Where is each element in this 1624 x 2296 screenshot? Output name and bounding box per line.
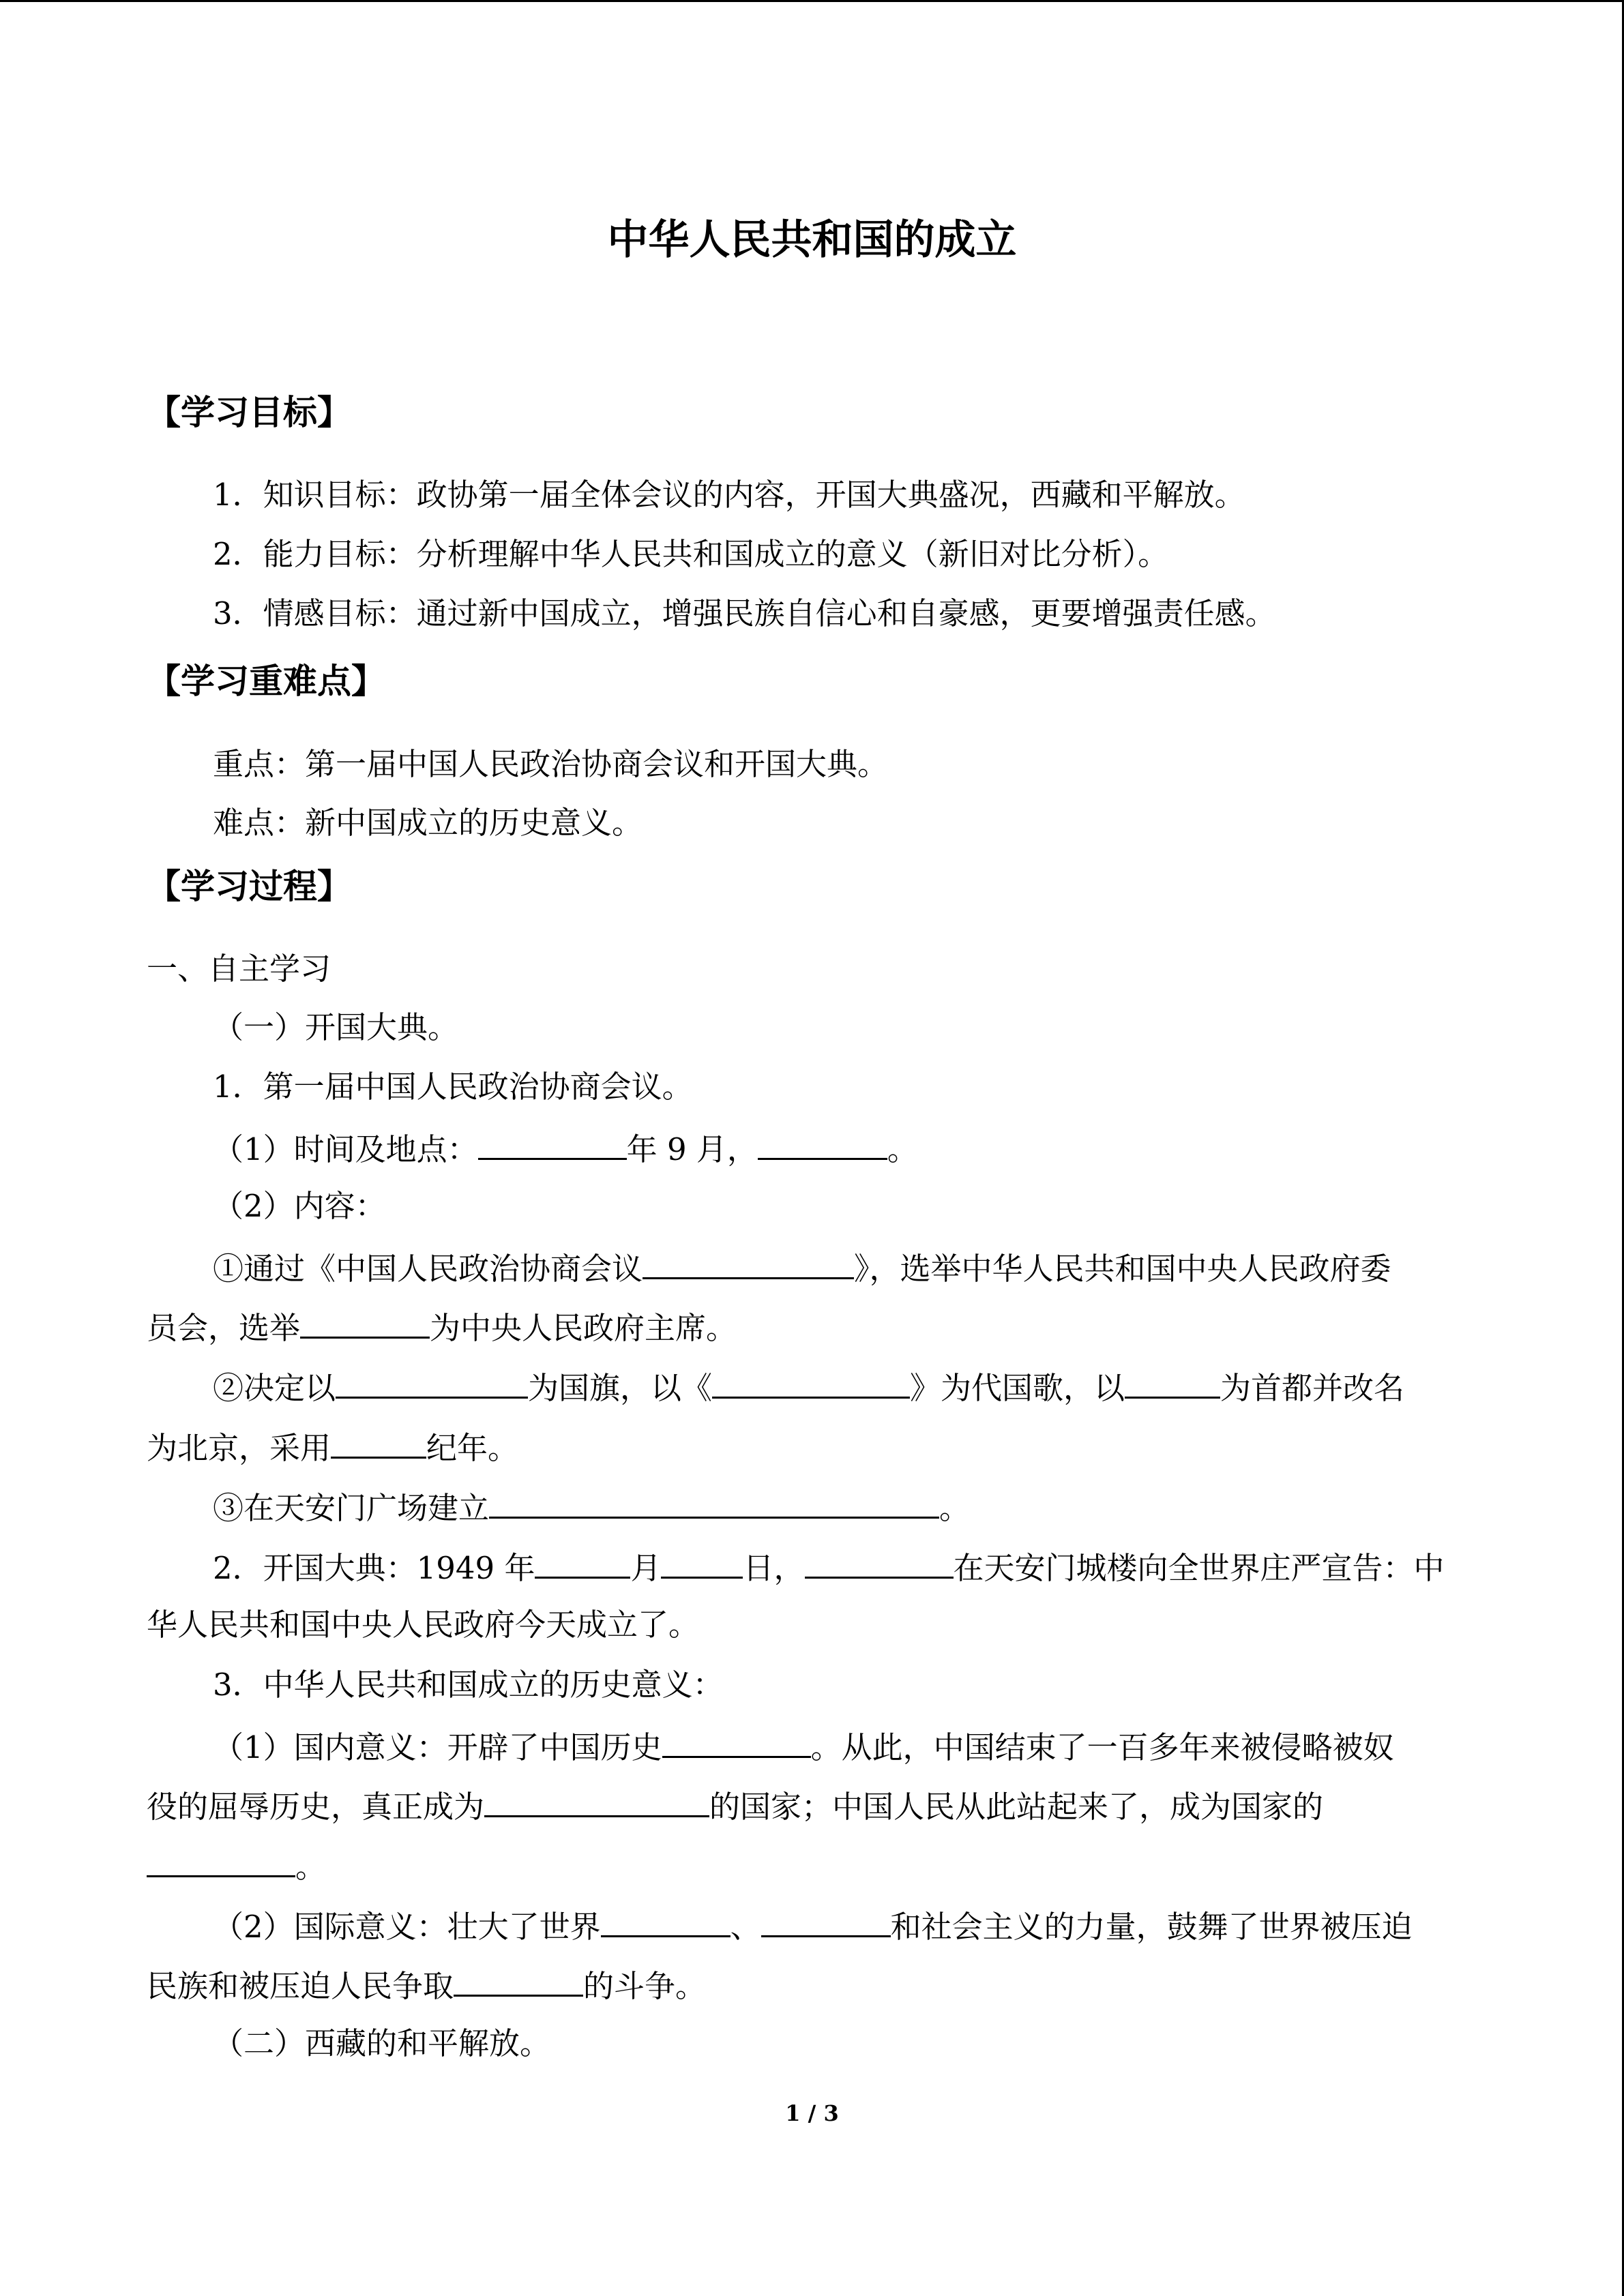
fill-blank[interactable] (758, 1125, 887, 1160)
text-span: 的斗争。 (583, 1968, 707, 2004)
key-points-heading: 【学习重难点】 (147, 661, 385, 701)
text-span: 为国旗，以《 (528, 1370, 713, 1406)
text-span: 和社会主义的力量，鼓舞了世界被压迫 (890, 1909, 1413, 1945)
sub-heading: （二）西藏的和平解放。 (213, 2025, 551, 2061)
fill-blank[interactable] (336, 1364, 528, 1399)
question-line: 华人民共和国中央人民政府今天成立了。 (147, 1607, 700, 1643)
text-span: 为北京，采用 (147, 1430, 331, 1466)
text-span: 民族和被压迫人民争取 (147, 1968, 454, 2004)
question-line (213, 1125, 1543, 1172)
text-span: 月 (630, 1550, 662, 1586)
text-span: 》，选举中华人民共和国中央人民政府委 (854, 1251, 1391, 1287)
fill-blank[interactable] (661, 1544, 743, 1579)
text-span: 、 (730, 1909, 761, 1945)
goal-item: 1．知识目标：政协第一届全体会议的内容，开国大典盛况，西藏和平解放。 (213, 477, 1245, 513)
text-span: 的国家；中国人民从此站起来了，成为国家的 (709, 1789, 1324, 1825)
question-line: （2）内容： (213, 1188, 386, 1224)
question-line (147, 1962, 1477, 2008)
text-span: 为中央人民政府主席。 (430, 1310, 737, 1346)
goal-item: 3．情感目标：通过新中国成立，增强民族自信心和自豪感，更要增强责任感。 (213, 595, 1276, 631)
fill-blank[interactable] (1125, 1364, 1220, 1399)
fill-blank[interactable] (331, 1424, 426, 1459)
text-span: 役的屈辱历史，真正成为 (147, 1789, 485, 1825)
text-span: 在天安门城楼向全世界庄严宣告：中 (953, 1550, 1445, 1586)
question-line (213, 1364, 1543, 1410)
text-span: 2．开国大典：1949 年 (213, 1550, 535, 1586)
text-span: 》为代国歌，以 (910, 1370, 1125, 1406)
page-border-top (0, 0, 1624, 2)
question-line (213, 1484, 1543, 1530)
fill-blank[interactable] (535, 1544, 630, 1579)
fill-blank[interactable] (761, 1903, 891, 1937)
question-line (147, 1843, 1477, 1889)
text-span: 。 (939, 1490, 971, 1526)
text-span: ②决定以 (213, 1370, 336, 1406)
item-line: 3．中华人民共和国成立的历史意义： (213, 1667, 724, 1703)
process-heading: 【学习过程】 (147, 867, 351, 906)
fill-blank[interactable] (300, 1304, 430, 1339)
text-span: ①通过《中国人民政治协商会议 (213, 1251, 643, 1287)
fill-blank[interactable] (712, 1364, 910, 1399)
text-span: 。从此，中国结束了一百多年来被侵略被奴 (810, 1729, 1394, 1765)
question-line (147, 1783, 1477, 1829)
goals-heading: 【学习目标】 (147, 393, 351, 432)
fill-blank[interactable] (662, 1723, 811, 1758)
fill-blank[interactable] (454, 1962, 583, 1997)
text-span: ③在天安门广场建立 (213, 1490, 490, 1526)
question-line (213, 1903, 1543, 1949)
text-span: （1）时间及地点： (213, 1131, 478, 1167)
text-span: 。 (295, 1849, 327, 1885)
goal-item: 2．能力目标：分析理解中华人民共和国成立的意义（新旧对比分析）。 (213, 536, 1169, 572)
question-line (147, 1424, 1477, 1470)
fill-blank[interactable] (489, 1484, 939, 1519)
text-span: 。 (887, 1131, 918, 1167)
question-line (213, 1723, 1543, 1770)
fill-blank[interactable] (478, 1125, 627, 1160)
question-line (213, 1544, 1543, 1590)
fill-blank[interactable] (643, 1244, 854, 1279)
item-line: 1．第一届中国人民政治协商会议。 (213, 1069, 693, 1105)
key-point: 难点：新中国成立的历史意义。 (213, 805, 643, 841)
text-span: 纪年。 (426, 1430, 519, 1466)
text-span: 年 9 月， (626, 1131, 758, 1167)
sub-heading: （一）开国大典。 (213, 1009, 459, 1045)
text-span: 为首都并改名 (1220, 1370, 1405, 1406)
page-number: 1 / 3 (785, 2100, 839, 2126)
question-line (213, 1244, 1543, 1291)
page-title: 中华人民共和国的成立 (607, 216, 1017, 264)
question-line (147, 1304, 1477, 1350)
fill-blank[interactable] (147, 1843, 295, 1877)
text-span: （2）国际意义：壮大了世界 (213, 1909, 601, 1945)
fill-blank[interactable] (484, 1783, 709, 1817)
key-point: 重点：第一届中国人民政治协商会议和开国大典。 (213, 746, 889, 782)
fill-blank[interactable] (805, 1544, 954, 1579)
text-span: 员会，选举 (147, 1310, 301, 1346)
text-span: 日， (743, 1550, 805, 1586)
text-span: （1）国内意义：开辟了中国历史 (213, 1729, 662, 1765)
fill-blank[interactable] (601, 1903, 730, 1937)
part-heading: 一、自主学习 (147, 951, 331, 987)
